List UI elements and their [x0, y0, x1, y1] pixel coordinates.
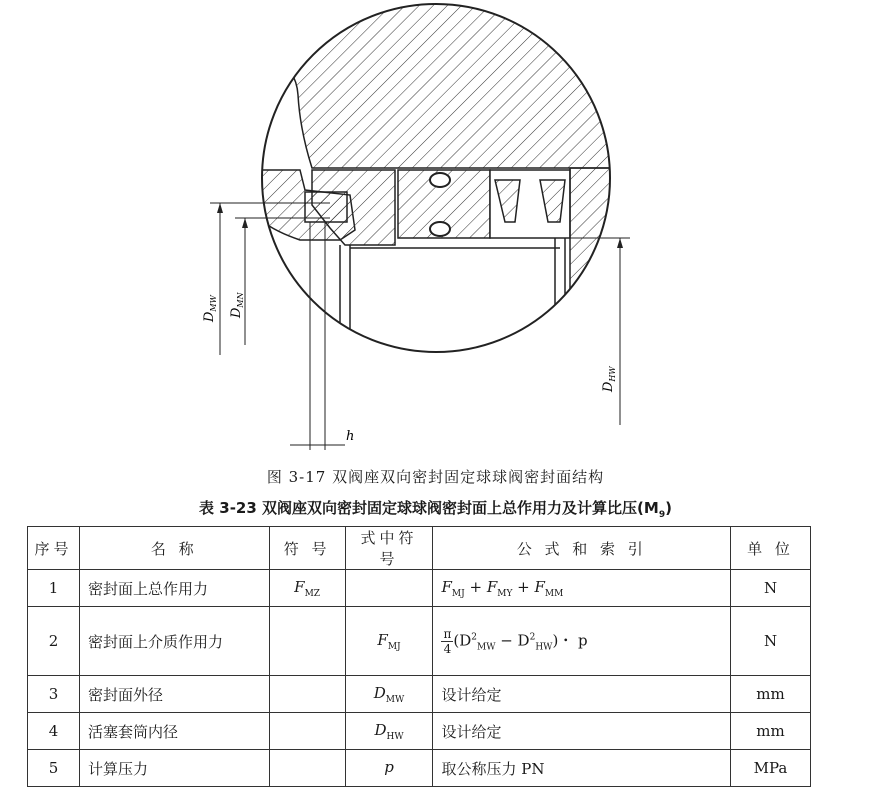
col-symbol: 符 号 [269, 527, 345, 570]
row-symbol [269, 713, 345, 750]
row-name: 活塞套筒内径 [79, 713, 269, 750]
table-header-row [28, 527, 811, 570]
col-formula: 公 式 和 索 引 [433, 527, 731, 570]
row-symbol [269, 676, 345, 713]
h-label: h [346, 429, 355, 444]
row-unit: mm [731, 713, 811, 750]
row-unit: MPa [731, 750, 811, 787]
dmn-label: $D_{MN}$ [229, 292, 245, 318]
row-no: 2 [28, 607, 80, 676]
dhw-label: $D_{HW}$ [601, 366, 617, 392]
col-unit: 单 位 [731, 527, 811, 570]
col-symbol-in-formula: 式中符号 [345, 527, 433, 570]
row-symbol-in: $D_{HW}$ [345, 713, 433, 750]
row-formula: 设计给定 [433, 676, 731, 713]
row-symbol [269, 750, 345, 787]
row-symbol: $F_{MZ}$ [269, 570, 345, 607]
table-row [28, 607, 811, 676]
table-title: 表 3-23 双阀座双向密封固定球球阀密封面上总作用力及计算比压$(M_9)$ [199, 499, 672, 520]
row-unit: N [731, 570, 811, 607]
table-row [28, 570, 811, 607]
row-unit: mm [731, 676, 811, 713]
row-symbol-in: $D_{MW}$ [345, 676, 433, 713]
dmw-label: $D_{MW}$ [202, 295, 218, 322]
row-no: 5 [28, 750, 80, 787]
row-name: 密封面上介质作用力 [79, 607, 269, 676]
col-no: 序号 [28, 527, 80, 570]
col-name: 名 称 [79, 527, 269, 570]
row-symbol-in: $F_{MJ}$ [345, 607, 433, 676]
row-no: 4 [28, 713, 80, 750]
table-row [28, 750, 811, 787]
row-symbol-in [345, 570, 433, 607]
row-formula: 取公称压力 PN [433, 750, 731, 787]
row-name: 密封面上总作用力 [79, 570, 269, 607]
row-name: 计算压力 [79, 750, 269, 787]
table-row [28, 676, 811, 713]
row-unit: N [731, 607, 811, 676]
row-name: 密封面外径 [79, 676, 269, 713]
row-symbol [269, 607, 345, 676]
row-no: 1 [28, 570, 80, 607]
table-row [28, 713, 811, 750]
row-no: 3 [28, 676, 80, 713]
row-formula: 设计给定 [433, 713, 731, 750]
row-symbol-in: p [345, 750, 433, 787]
spec-table [27, 526, 811, 787]
figure-caption: 图 3-17 双阀座双向密封固定球球阀密封面结构 [266, 468, 605, 486]
pi-over-4-fraction: $\frac{\pi}{4}$ [443, 626, 452, 656]
row-formula: $\frac{\pi}{4}$ $(D^2_{MW} - D^2_{HW})$・ p [433, 607, 731, 676]
row-formula: $F_{MJ} + F_{MY} + F_{MM}$ [433, 570, 731, 607]
